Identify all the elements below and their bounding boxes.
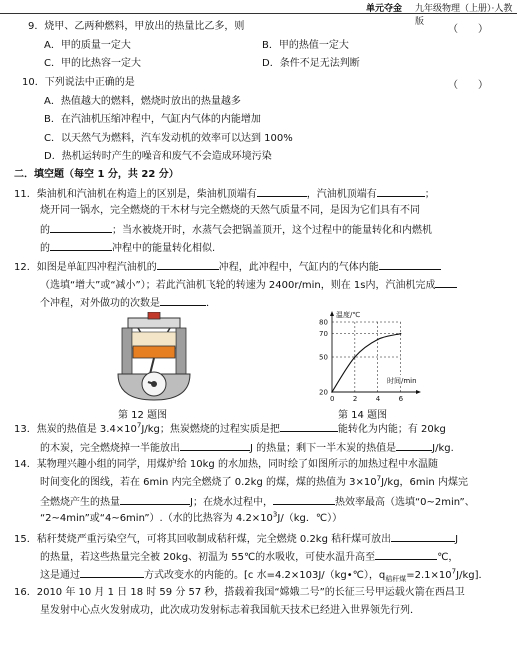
x-tick-label-0: 0 bbox=[330, 395, 335, 403]
y-tick-label-2: 70 bbox=[319, 330, 328, 339]
q15-line-2: 的热量，若这些热量完全被 20kg、初温为 55℃的水吸收，可使水温升高至 ℃， bbox=[40, 549, 458, 564]
q10-stem: 10．下列说法中正确的是 bbox=[22, 77, 135, 88]
q11-line-2: 烧开同一锅水，完全燃烧的干木材与完全燃烧的天然气质量不同，是因为它们具有不同 bbox=[40, 205, 420, 216]
y-tick-label-1: 50 bbox=[319, 353, 328, 362]
x-axis-label: 时间/min bbox=[387, 377, 417, 385]
q10-option-a: A．热值越大的燃料，燃烧时放出的热量越多 bbox=[44, 96, 241, 107]
q9-paren: （ ） bbox=[448, 24, 488, 35]
fig12-caption: 第 12 题图 bbox=[118, 410, 168, 421]
x-tick-label-2: 4 bbox=[375, 395, 381, 403]
data-point-1 bbox=[354, 356, 356, 358]
q9-option-d: D．条件不足无法判断 bbox=[262, 58, 360, 69]
q11-blank-4[interactable] bbox=[50, 240, 112, 251]
q10-option-c: C．以天然气为燃料，汽车发动机的效率可以达到 100% bbox=[44, 133, 293, 144]
x-tick-label-3: 6 bbox=[398, 395, 404, 403]
book-title: 九年级物理（上册）·人教版 bbox=[415, 4, 513, 27]
q15-blank-3[interactable] bbox=[80, 567, 144, 578]
data-point-0 bbox=[331, 391, 333, 393]
q15-line-3: 这是通过 方式改变水的内能的。[c 水=4.2×103J/（kg•℃），$q_{秸秆煤}=2.1\times 10^7J/kg$]． bbox=[40, 567, 489, 583]
q10-option-d: D．热机运转时产生的噪音和废气不会造成环境污染 bbox=[44, 151, 272, 162]
q10-option-b: B．在汽油机压缩冲程中，气缸内气体的内能增加 bbox=[44, 114, 261, 125]
q11-line-3: 的 ；当水被烧开时，水蒸气会把锅盖顶开，这个过程中的能量转化和内燃机 bbox=[40, 222, 432, 237]
q11-blank-3[interactable] bbox=[50, 222, 112, 233]
q12-blank-4[interactable] bbox=[160, 295, 206, 306]
data-point-2 bbox=[377, 339, 379, 341]
q9-stem: 9．烧甲、乙两种燃料，甲放出的热量比乙多，则 bbox=[28, 21, 245, 32]
q13-blank-2[interactable] bbox=[180, 440, 250, 451]
data-point-3 bbox=[400, 333, 402, 335]
q14-line-4: “2~4min”或“4~6min”）.（水的比热容为 $4.2\times 10^3J/(kg$．℃）） bbox=[40, 510, 343, 524]
q16-line-2: 星发射中心点火发射成功，此次成功发射标志着我国航天技术已经进入世界领先行列． bbox=[40, 605, 420, 616]
q11-blank-1[interactable] bbox=[257, 186, 307, 197]
q14-line-2: 时间变化的图线，若在 6min 内完全燃烧了 0.2kg 的煤，煤的热值为 $3\times 10^7J/kg$，6min 内煤完 bbox=[40, 474, 468, 488]
q9-option-b: B．甲的热值一定大 bbox=[262, 40, 349, 51]
q12-blank-3[interactable] bbox=[435, 277, 457, 288]
q13-blank-3[interactable] bbox=[396, 440, 432, 451]
q11-line-4: 的 冲程中的能量转化相似. bbox=[40, 240, 215, 255]
q14-blank-2[interactable] bbox=[273, 494, 335, 505]
q13-line-1: 13．焦炭的热值是 $3.4\times 10^7J/kg$；焦炭燃烧的过程实质是把 能转化为内能；有 20kg bbox=[14, 421, 446, 435]
q12-line-2: （选填“增大”或“减小”）；若此汽油机飞轮的转速为 2400r/min，则在 1s内，汽油机完成 bbox=[40, 277, 457, 292]
fig14-caption: 第 14 题图 bbox=[338, 410, 388, 421]
temperature-time-chart bbox=[316, 308, 422, 404]
q13-line-2: 的木炭，完全燃烧掉一半能放出 J 的热量；剩下一半木炭的热值是 J/kg. bbox=[40, 440, 454, 455]
y-tick-label-0: 20 bbox=[319, 388, 328, 397]
y-tick-label-3: 80 bbox=[319, 318, 328, 327]
q11-line-1: 11．柴油机和汽油机在构造上的区别是，柴油机顶端有 ，汽油机顶端有 ； bbox=[14, 186, 435, 201]
q9-option-c: C．甲的比热容一定大 bbox=[44, 58, 141, 69]
x-tick-label-1: 2 bbox=[352, 395, 358, 403]
q14-line-1: 14．某物理兴趣小组的同学，用煤炉给 10kg 的水加热，同时绘了如图所示的加热过程中水温随 bbox=[14, 459, 438, 470]
q16-line-1: 16．2010 年 10 月 1 日 18 时 59 分 57 秒，搭载着我国“嫦娥二号”的长征三号甲运载火箭在西昌卫 bbox=[14, 587, 465, 598]
q14-blank-1[interactable] bbox=[120, 494, 190, 505]
q12-line-1: 12．如图是单缸四冲程汽油机的 冲程，此冲程中，气缸内的气体内能 bbox=[14, 259, 441, 274]
q9-option-a: A．甲的质量一定大 bbox=[44, 40, 131, 51]
q13-blank-1[interactable] bbox=[280, 421, 338, 432]
section-fill-in-title: 二．填空题（每空 1 分，共 22 分） bbox=[14, 169, 179, 180]
q14-line-3: 全燃烧产生的热量 J；在烧水过程中， 热效率最高（选填“0~2min”、 bbox=[40, 494, 475, 509]
q12-blank-1[interactable] bbox=[157, 259, 219, 270]
q12-blank-2[interactable] bbox=[379, 259, 441, 270]
q11-blank-2[interactable] bbox=[377, 186, 425, 197]
y-axis-label: 温度/℃ bbox=[336, 311, 361, 319]
engine-illustration bbox=[108, 312, 200, 402]
q15-line-1: 15．秸秆焚烧严重污染空气，可将其回收制成秸秆煤，完全燃烧 0.2kg 秸秆煤可放出 J bbox=[14, 531, 458, 546]
q15-blank-2[interactable] bbox=[375, 549, 437, 560]
q15-blank-1[interactable] bbox=[391, 531, 455, 542]
q12-line-3: 个冲程，对外做功的次数是 ． bbox=[40, 295, 216, 310]
series-title: 单元夺金 bbox=[366, 4, 403, 14]
q10-paren: （ ） bbox=[448, 80, 488, 91]
